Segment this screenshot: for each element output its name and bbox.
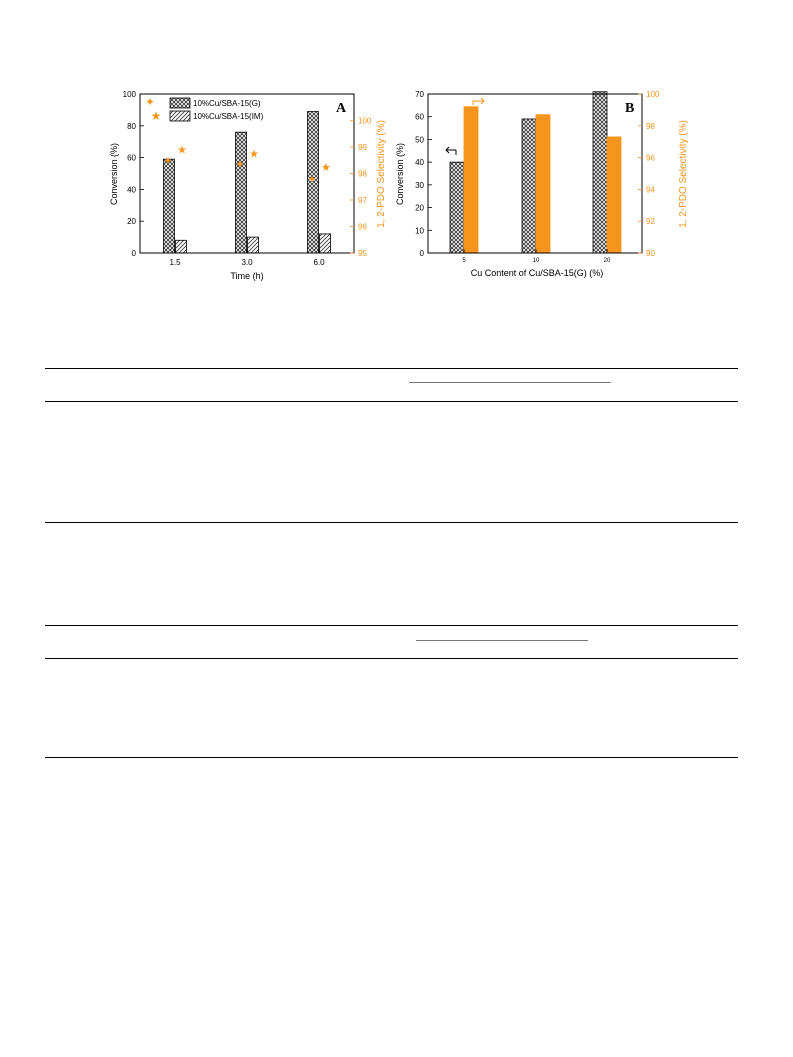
marker-star-1.5: ★ bbox=[177, 144, 187, 157]
panel-b-y2tick-label: 98 bbox=[646, 121, 655, 131]
panel-a-ytick-label: 0 bbox=[131, 249, 136, 258]
panel-a-right-ticks bbox=[350, 117, 372, 259]
bar-g-1.5 bbox=[164, 159, 175, 253]
panel-a-ytick-label: 80 bbox=[127, 121, 136, 131]
panel-b-y2label: 1, 2-PDO Selectivity (%) bbox=[678, 120, 689, 228]
panel-b-bars bbox=[450, 92, 621, 253]
panel-b-ytick-label: 40 bbox=[415, 158, 424, 168]
panel-a-ylabel: Conversion (%) bbox=[109, 142, 119, 206]
bar-conversion-10 bbox=[522, 119, 536, 253]
panel-a-y2tick-label: 95 bbox=[358, 249, 367, 258]
panel-a-left-ticks bbox=[123, 90, 144, 258]
panel-a-ytick-label: 100 bbox=[122, 90, 136, 99]
panel-b-ytick-label: 30 bbox=[415, 180, 424, 190]
panel-b-ytick-label: 10 bbox=[415, 226, 424, 236]
panel-b-ytick-label: 0 bbox=[419, 249, 424, 258]
bar-selectivity-20 bbox=[607, 137, 621, 253]
panel-a-y2label: 1, 2-PDO Selectivity (%) bbox=[376, 120, 387, 228]
panel-a-ytick-label: 20 bbox=[127, 217, 136, 227]
panel-a-xlabel: Time (h) bbox=[230, 271, 264, 281]
panel-b-ytick-label: 50 bbox=[415, 135, 424, 145]
panel-a-y2tick-label: 96 bbox=[358, 222, 367, 232]
panel-b-y2tick-label: 96 bbox=[646, 153, 655, 163]
panel-a-markers bbox=[163, 145, 331, 186]
panel-a-y2tick-label: 100 bbox=[358, 116, 372, 126]
table1-bottom-rule bbox=[45, 522, 738, 523]
bar-conversion-5 bbox=[450, 162, 464, 253]
panel-a-ytick-label: 40 bbox=[127, 185, 136, 195]
table2-header-rule bbox=[45, 658, 738, 659]
panel-b-left-ticks bbox=[415, 90, 432, 258]
panel-b-ytick-label: 70 bbox=[415, 90, 424, 99]
bar-im-3.0 bbox=[248, 237, 259, 253]
bar-im-1.5 bbox=[176, 240, 187, 253]
legend-star-icon: ★ bbox=[150, 109, 162, 123]
panel-b-ytick-label: 20 bbox=[415, 203, 424, 213]
table1-header-sub-rule bbox=[409, 382, 611, 383]
panel-a-xtick-label: 1.5 bbox=[169, 258, 181, 267]
panel-b-xlabel: Cu Content of Cu/SBA-15(G) (%) bbox=[470, 268, 604, 278]
bar-selectivity-10 bbox=[536, 115, 550, 253]
panel-a-legend bbox=[145, 95, 264, 123]
marker-star-3.0: ★ bbox=[249, 148, 259, 161]
marker-star-6.0: ★ bbox=[321, 161, 331, 174]
panel-b-ylabel: Conversion (%) bbox=[395, 142, 405, 206]
table2-bottom-rule bbox=[45, 757, 738, 758]
legend-sparkle-icon: ✦ bbox=[144, 95, 156, 109]
chart-panel-a bbox=[109, 90, 387, 281]
marker-sparkle-3.0: ✦ bbox=[235, 159, 245, 172]
bar-conversion-20 bbox=[593, 92, 607, 253]
panel-a-x-ticks bbox=[169, 249, 325, 267]
panel-b-y2tick-label: 90 bbox=[646, 249, 655, 258]
bar-im-6.0 bbox=[320, 234, 331, 253]
table2-header-sub-rule bbox=[416, 640, 588, 641]
panel-a-y2tick-label: 97 bbox=[358, 196, 367, 205]
panel-b-right-ticks bbox=[638, 90, 660, 258]
marker-sparkle-1.5: ✦ bbox=[163, 155, 173, 168]
legend-label-g: 10%Cu/SBA-15(G) bbox=[193, 99, 261, 108]
panel-a-y2tick-label: 99 bbox=[358, 143, 367, 152]
panel-b-xtick-label: 20 bbox=[603, 258, 611, 264]
panel-a-xtick-label: 3.0 bbox=[241, 258, 253, 267]
panel-b-letter: B bbox=[625, 101, 635, 116]
table2-top-rule bbox=[45, 625, 738, 626]
panel-b-y2tick-label: 94 bbox=[646, 185, 655, 195]
marker-sparkle-6.0: ✦ bbox=[307, 173, 317, 186]
panel-b-y2tick-label: 100 bbox=[646, 90, 660, 99]
bar-selectivity-5 bbox=[464, 107, 478, 253]
legend-label-im: 10%Cu/SBA-15(IM) bbox=[193, 112, 264, 121]
table1-top-rule bbox=[45, 368, 738, 369]
panel-b-y2tick-label: 92 bbox=[646, 217, 655, 227]
panel-a-letter: A bbox=[336, 101, 347, 116]
panel-b-ytick-label: 60 bbox=[415, 112, 424, 122]
panel-b-xtick-label: 5 bbox=[462, 258, 466, 264]
panel-a-bars bbox=[164, 111, 331, 253]
panel-a-ytick-label: 60 bbox=[127, 153, 136, 163]
legend-swatch-diagonal bbox=[170, 111, 190, 121]
table1-header-rule bbox=[45, 401, 738, 402]
right-arrow-icon bbox=[473, 98, 484, 105]
panel-a-xtick-label: 6.0 bbox=[313, 258, 325, 267]
panel-a-y2tick-label: 98 bbox=[358, 169, 367, 179]
legend-swatch-crosshatch bbox=[170, 98, 190, 108]
panel-b-xtick-label: 10 bbox=[532, 258, 540, 264]
chart-panel-b bbox=[395, 90, 689, 278]
bar-g-3.0 bbox=[236, 132, 247, 253]
left-arrow-icon bbox=[446, 147, 456, 155]
